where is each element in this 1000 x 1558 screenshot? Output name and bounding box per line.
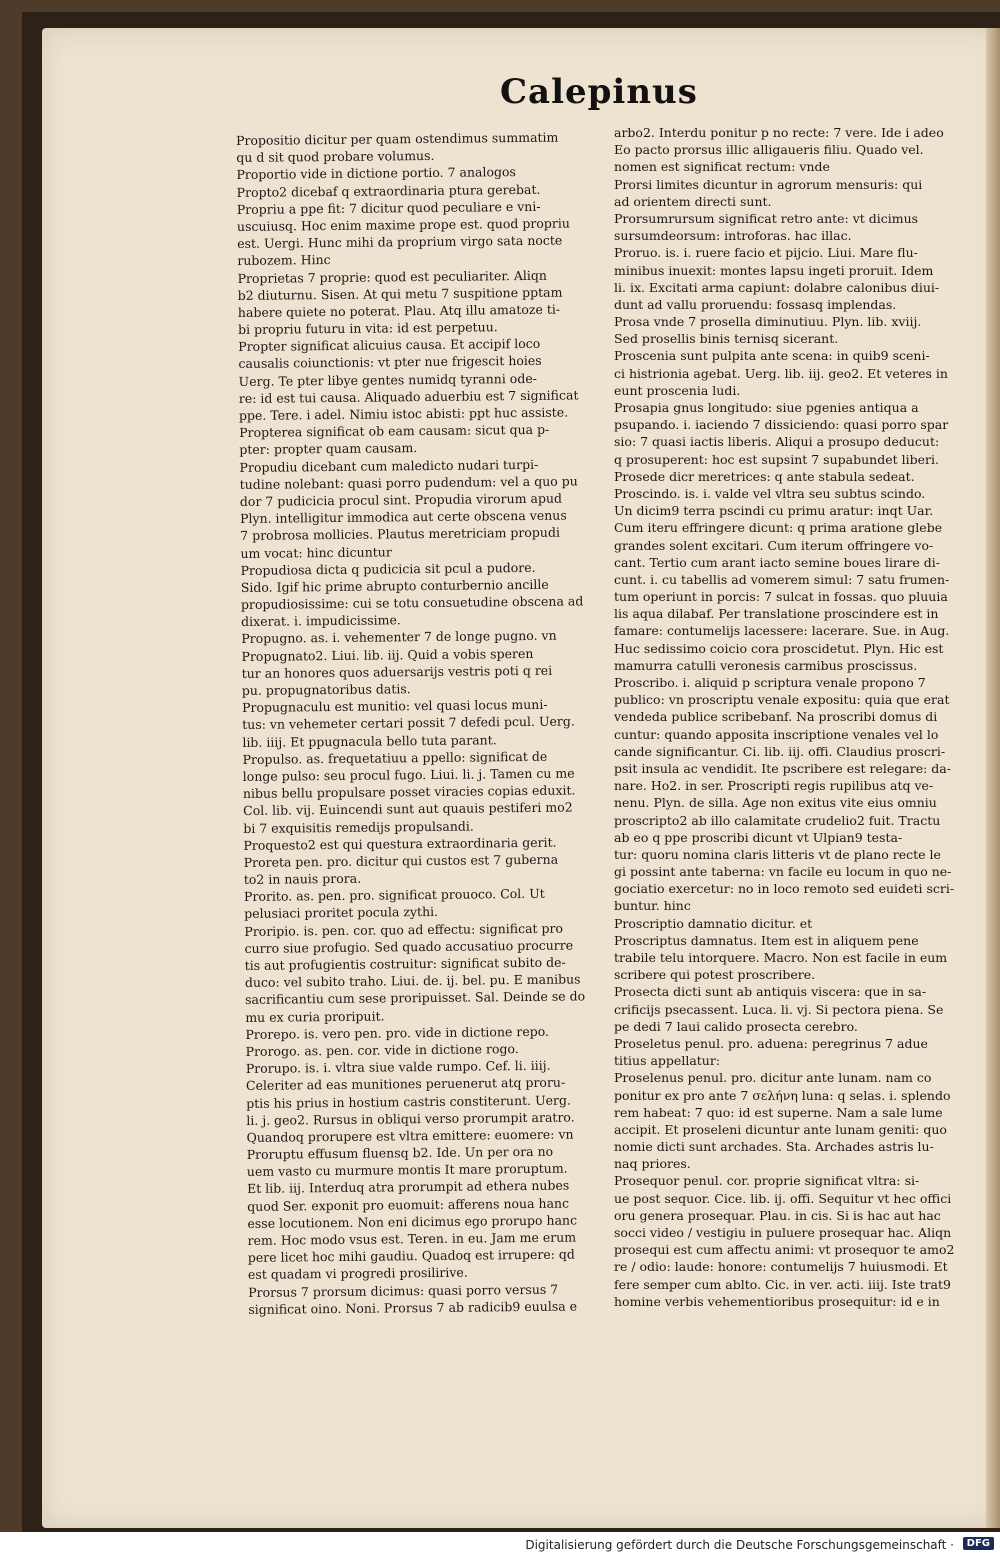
- left-column-line: 7 probrosa mollicies. Plautus meretriciam propudi: [240, 524, 561, 544]
- right-column-line: mamurra catulli veronesis carmibus proscissus.: [614, 657, 918, 673]
- digitization-footer: [0, 1532, 1000, 1558]
- left-column-line: Propterea significat ob eam causam: sicut qua p-: [239, 421, 550, 441]
- left-column-line: rubozem. Hinc: [237, 252, 331, 269]
- left-column-line: uem vasto cu murmure montis It mare proruptum.: [246, 1160, 568, 1180]
- left-column-line: Proprietas 7 proprie: quod est peculiariter. Aliqn: [237, 267, 548, 286]
- left-column-line: pu. propugnatoribus datis.: [241, 681, 411, 698]
- left-column-line: habere quiete no poterat. Plau. Atq illu amatoze ti-: [237, 301, 561, 320]
- right-column-line: trabile telu intorquere. Macro. Non est facile in eum: [614, 950, 948, 965]
- right-column-line: Cum iteru effringere dicunt: q prima aratione glebe: [614, 520, 943, 536]
- right-column-line: buntur. hinc: [614, 898, 691, 914]
- right-column-line: crificijs psecassent. Luca. li. vj. Si pectora piena. Se: [614, 1001, 944, 1017]
- right-column-line: li. ix. Excitati arma capiunt: dolabre calonibus diui-: [614, 279, 940, 295]
- right-column-line: Proselenus penul. pro. dicitur ante lunam. nam co: [614, 1070, 932, 1086]
- right-column-line: rem habeat: 7 quo: id est superne. Nam a sale lume: [614, 1104, 943, 1120]
- right-column-line: homine verbis vehementioribus prosequitur: id e in: [614, 1293, 940, 1309]
- left-column-line: Prorupo. is. i. vltra siue valde rumpo. Cef. li. iiij.: [245, 1057, 551, 1077]
- right-column-line: ue post sequor. Cice. lib. ij. offi. Sequitur vt hec offici: [614, 1190, 952, 1206]
- left-column-line: mu ex curia proripuit.: [245, 1008, 385, 1025]
- right-column-line: re / odio: laude: honore: contumelijs 7 huiusmodi. Et: [614, 1259, 948, 1275]
- right-column-line: fere semper cum ablto. Cic. in ver. acti. iiij. Iste trat9: [614, 1276, 951, 1292]
- left-column-line: ptis his prius in hostium castris constiterunt. Uerg.: [246, 1092, 572, 1111]
- right-column-line: scribere qui potest proscribere.: [614, 967, 816, 983]
- left-column-line: pter: propter quam causam.: [239, 440, 418, 458]
- left-column-line: Celeriter ad eas munitiones peruenerut atq proru-: [245, 1074, 566, 1094]
- right-column-line: ponitur ex pro ante 7 σελήνη luna: q selas. i. splendo: [614, 1087, 951, 1103]
- left-column-line: Et lib. iij. Interduq atra prorumpit ad ethera nubes: [246, 1178, 570, 1197]
- left-column-line: Propudiosa dicta q pudicicia sit pcul a pudore.: [240, 559, 536, 578]
- left-column-line: um vocat: hinc dicuntur: [240, 543, 392, 561]
- right-column-line: cuntur: quando apposita inscriptione venales vel lo: [614, 726, 939, 742]
- left-column-line: tus: vn vehemeter certari possit 7 defedi pcul. Uerg.: [242, 713, 575, 733]
- left-column-line: tur an honores quos aduersarijs vestris poti q rei: [241, 662, 553, 681]
- right-column-line: Huc sedissimo coicio cora proscidetut. Plyn. Hic est: [614, 640, 944, 656]
- left-column-line: uscuiusq. Hoc enim maxime prope est. quod propriu: [236, 215, 570, 234]
- right-column-line: nomen est significat rectum: vnde: [614, 159, 830, 175]
- left-column-line: duco: vel subito traho. Liui. de. ij. bel. pu. E manibus: [244, 971, 581, 991]
- right-column-line: socci video / vestigiu in puluere prosequar hac. Aliqn: [614, 1225, 952, 1240]
- left-column-line: bi propriu futuru in vita: id est perpetuu.: [237, 319, 498, 338]
- left-column-line: to2 in nauis prora.: [243, 870, 362, 888]
- right-column-line: cunt. i. cu tabellis ad vomerem simul: 7 satu frumen-: [614, 571, 950, 587]
- left-column-line: Quandoq prorupere est vltra emittere: euomere: vn: [246, 1126, 574, 1145]
- right-column-line: Proseletus penul. pro. aduena: peregrinus 7 adue: [614, 1035, 928, 1051]
- left-column-line: Prorogo. as. pen. cor. vide in dictione rogo.: [245, 1041, 519, 1059]
- left-column-line: Propugnato2. Liui. lib. iij. Quid a vobis speren: [241, 645, 534, 664]
- right-column-line: lis aqua dilabaf. Per translatione proscindere est in: [614, 606, 939, 622]
- right-column-line: eunt proscenia ludi.: [614, 382, 741, 398]
- right-column-line: Sed prosellis binis ternisq sicerant.: [614, 331, 839, 347]
- right-column-line: cande significantur. Ci. lib. iij. offi. Claudius proscri-: [614, 743, 946, 759]
- right-column-line: Prosede dicr meretrices: q ante stabula sedeat.: [614, 468, 915, 484]
- left-column-line: sacrificantiu cum sese proripuisset. Sal. Deinde se do: [245, 988, 586, 1008]
- right-column-line: psupando. i. iaciendo 7 dissiciendo: quasi porro spar: [614, 417, 949, 433]
- left-column-line: qu d sit quod probare volumus.: [236, 148, 435, 166]
- right-column-line: ci histrionia agebat. Uerg. lib. iij. geo2. Et veteres in: [614, 365, 948, 381]
- right-column-line: titius appellatur:: [614, 1053, 721, 1069]
- left-column-line: Propulso. as. frequetatiuu a ppello: significat de: [242, 748, 548, 767]
- right-column-line: sio: 7 quasi iactis liberis. Aliqui a prosupo deducut:: [614, 434, 940, 450]
- left-column-line: Propositio dicitur per quam ostendimus summatim: [236, 129, 559, 148]
- left-column-line: Proripio. is. pen. cor. quo ad effectu: significat pro: [244, 920, 564, 939]
- left-column-line: Propugnaculu est munitio: vel quasi locus muni-: [241, 696, 548, 716]
- right-column-line: Proscribo. i. aliquid p scriptura venale propono 7: [614, 675, 926, 690]
- right-column-line: Eo pacto prorsus illic alligaueris filiu. Quado vel.: [614, 142, 924, 158]
- right-column-line: tum operiunt in porcis: 7 sulcat in fossas. quo pluuia: [614, 589, 948, 605]
- right-column-line: Prorsumrursum significat retro ante: vt dicimus: [614, 210, 919, 226]
- right-column-line: Un dicim9 terra pscindi cu primu aratur: inqt Uar.: [614, 503, 934, 519]
- right-column-line: Prosapia gnus longitudo: siue pgenies antiqua a: [614, 400, 919, 415]
- right-column-line: Prosa vnde 7 prosella diminutiuu. Plyn. lib. xviij.: [614, 314, 922, 330]
- right-column-line: arbo2. Interdu ponitur p no recte: 7 vere. Ide i adeo: [614, 125, 944, 140]
- left-column-line: dixerat. i. impudicissime.: [241, 612, 401, 630]
- left-column-line: pelusiaci proritet pocula zythi.: [244, 904, 439, 922]
- right-column-line: Proscenia sunt pulpita ante scena: in quib9 sceni-: [614, 348, 930, 364]
- left-column-line: causalis coiunctionis: vt pter nue frigescit hoies: [238, 353, 542, 372]
- left-column-line: Propugno. as. i. vehementer 7 de longe pugno. vn: [241, 628, 557, 647]
- left-column-line: est quadam vi progredi prosilirive.: [247, 1265, 468, 1283]
- left-column-line: Propto2 dicebaf q extraordinaria ptura gerebat.: [236, 181, 541, 200]
- left-column-line: Proreta pen. pro. dicitur qui custos est 7 guberna: [243, 851, 559, 870]
- right-column-line: tur: quoru nomina claris litteris vt de plano recte le: [614, 846, 941, 862]
- left-column-line: Col. lib. vij. Euincendi sunt aut quauis pestiferi mo2: [243, 799, 573, 819]
- left-column-line: est. Uergi. Hunc mihi da proprium virgo sata nocte: [237, 232, 563, 252]
- left-column-line: dor 7 pudicicia procul sint. Propudia virorum apud: [239, 490, 563, 509]
- right-column-line: Prosequor penul. cor. proprie significat vltra: si-: [614, 1173, 920, 1189]
- left-column-line: Sido. Igif hic prime abrupto conturbernio ancille: [240, 576, 549, 595]
- left-column-line: li. j. geo2. Rursus in obliqui verso prorumpit aratro.: [246, 1109, 575, 1128]
- left-column-line: esse locutionem. Non eni dicimus ego prorupo hanc: [247, 1212, 578, 1231]
- right-column-line: q prosuperent: hoc est supsint 7 supabundet liberi.: [614, 451, 939, 467]
- right-text-column: [614, 124, 986, 1310]
- left-column-line: tudine nolebant: quasi porro pudendum: vel a quo pu: [239, 473, 578, 492]
- left-column-line: Prorsus 7 prorsum dicimus: quasi porro versus 7: [248, 1281, 559, 1300]
- left-column-line: Prorito. as. pen. pro. significat prouoco. Col. Ut: [243, 886, 545, 905]
- left-column-line: longe pulso: seu procul fugo. Liui. li. j. Tamen cu me: [242, 765, 575, 784]
- right-column-line: Prorsi limites dicuntur in agrorum mensuris: qui: [614, 176, 923, 192]
- left-column-line: tis aut profugientis costruitur: significat subito de-: [244, 954, 566, 973]
- right-column-line: sursumdeorsum: introforas. hac illac.: [614, 228, 852, 244]
- left-column-line: significat oino. Noni. Prorsus 7 ab radicib9 euulsa e: [248, 1298, 578, 1317]
- dfg-logo[interactable]: DFG: [963, 1537, 994, 1550]
- left-column-line: curro siue profugio. Sed quado accusatiuo procurre: [244, 937, 574, 956]
- right-column-line: pe dedi 7 laui calido prosecta cerebro.: [614, 1018, 858, 1034]
- left-column-line: lib. iiij. Et ppugnacula bello tuta parant.: [242, 731, 497, 750]
- right-column-line: prosequi est cum affectu animi: vt prosequor te amo2: [614, 1242, 955, 1258]
- right-column-line: famare: contumelijs lacessere: lacerare. Sue. in Aug.: [614, 623, 950, 639]
- right-column-line: psit insula ac vendidit. Ite pscribere est relegare: da-: [614, 760, 951, 776]
- right-column-line: cant. Tertio cum arant iacto semine boues lirare di-: [614, 554, 940, 570]
- left-column-line: Propriu a ppe fit: 7 dicitur quod peculiare e vni-: [236, 198, 541, 217]
- left-column-line: bi 7 exquisitis remedijs propulsandi.: [243, 818, 474, 836]
- right-column-line: accipit. Et proseleni dicuntur ante lunam geniti: quo: [614, 1121, 947, 1137]
- running-header: Calepinus: [500, 72, 698, 112]
- right-column-line: publico: vn proscriptu venale expositu: quia que erat: [614, 692, 950, 708]
- right-column-line: vendeda publice scribebanf. Na proscribi domus di: [614, 709, 938, 725]
- footer-credit-text: Digitalisierung gefördert durch die Deutsche Forschungsgemeinschaft ·: [525, 1538, 954, 1552]
- right-column-line: Proscindo. is. i. valde vel vltra seu subtus scindo.: [614, 485, 926, 501]
- left-column-line: b2 diuturnu. Sisen. At qui metu 7 suspitione pptam: [237, 284, 563, 303]
- left-column-line: nibus bellu propulsare posset viracies copias eduxit.: [242, 782, 576, 802]
- right-column-line: minibus inuexit: montes lapsu ingeti proruit. Idem: [614, 262, 934, 278]
- left-column-line: ppe. Tere. i adel. Nimiu istoc abisti: ppt huc assiste.: [238, 404, 569, 423]
- right-column-line: nare. Ho2. in ser. Proscripti regis rupilibus atq ve-: [614, 778, 934, 794]
- left-column-line: Prorepo. is. vero pen. pro. vide in dictione repo.: [245, 1023, 550, 1042]
- right-column-line: nenu. Plyn. de silla. Age non exitus vite eius omniu: [614, 795, 937, 811]
- right-column-line: gociatio exercetur: no in loco remoto sed euideti scri-: [614, 881, 955, 897]
- right-column-line: Proscriptio damnatio dicitur. et: [614, 915, 813, 931]
- left-column-line: Propudiu dicebant cum maledicto nudari turpi-: [239, 456, 539, 475]
- left-column-line: Proquesto2 est qui questura extraordinaria gerit.: [243, 834, 557, 853]
- right-column-line: ab eo q ppe proscribi dicunt vt Ulpian9 testa-: [614, 829, 903, 845]
- left-column-line: Proruptu effusum fluensq b2. Ide. Un per ora no: [246, 1143, 554, 1163]
- left-column-line: Plyn. intelligitur immodica aut certe obscena venus: [239, 507, 567, 527]
- right-column-line: Prosecta dicti sunt ab antiquis viscera: que in sa-: [614, 984, 927, 1000]
- left-column-line: pere licet hoc mihi gaudiu. Quadoq est irrupere: qd: [247, 1246, 575, 1266]
- right-column-line: naq priores.: [614, 1156, 691, 1172]
- right-column-line: Proscriptus damnatus. Item est in aliquem pene: [614, 932, 919, 948]
- right-column-line: gi possint ante taberna: vn facile eu locum in quo ne-: [614, 864, 952, 880]
- right-column-line: dunt ad vallu proruendu: fossasq implendas.: [614, 296, 897, 312]
- right-column-line: grandes solent excitari. Cum iterum offringere vo-: [614, 537, 934, 553]
- right-column-line: oru genera prosequar. Plau. in cis. Si is hac aut hac: [614, 1207, 941, 1223]
- page-edge: [986, 28, 1000, 1528]
- left-column-line: re: id est tui causa. Aliquado aduerbiu est 7 significat: [238, 387, 579, 406]
- left-column-line: propudiosissime: cui se totu consuetudine obscena ad: [240, 593, 584, 613]
- right-column-line: ad orientem directi sunt.: [614, 193, 772, 209]
- left-column-line: Proportio vide in dictione portio. 7 analogos: [236, 164, 516, 183]
- left-column-line: quod Ser. exponit pro euomuit: afferens noua hanc: [247, 1195, 570, 1214]
- right-column-line: Proruo. is. i. ruere facio et pijcio. Liui. Mare flu-: [614, 245, 918, 261]
- right-column-line: nomie dicti sunt archades. Sta. Archades astris lu-: [614, 1139, 934, 1155]
- left-column-line: Uerg. Te pter libye gentes numidq tyranni ode-: [238, 370, 537, 389]
- left-column-line: rem. Hoc modo vsus est. Teren. in eu. Jam me erum: [247, 1229, 577, 1248]
- left-text-column: [236, 128, 620, 1318]
- left-column-line: Propter significat alicuius causa. Et accipif loco: [238, 336, 541, 355]
- right-column-line: proscripto2 ab illo calamitate crudelio2 fuit. Tractu: [614, 812, 941, 828]
